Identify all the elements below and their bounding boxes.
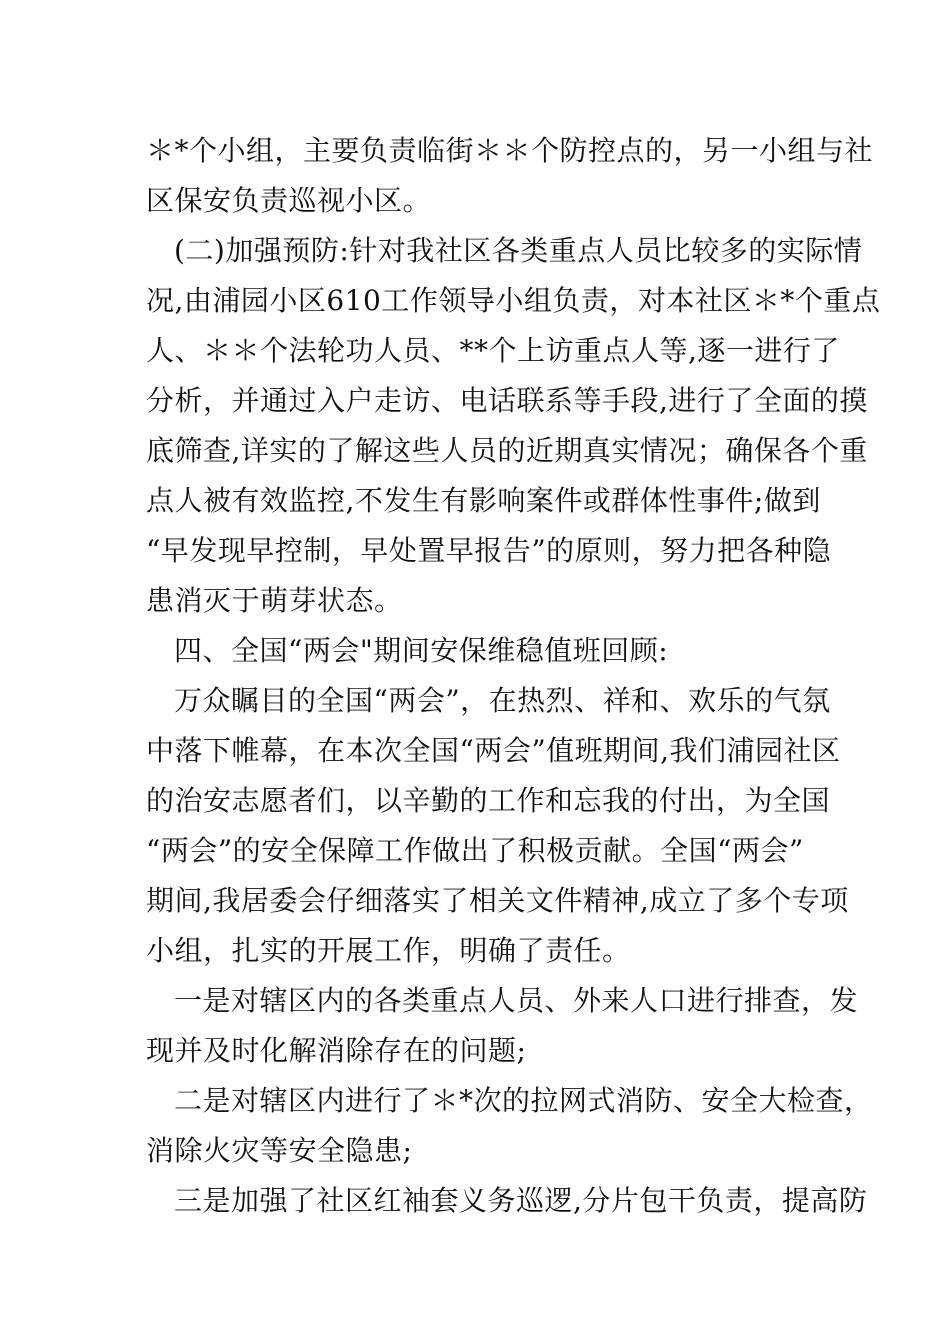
text-line: 小组，扎实的开展工作，明确了责任。	[146, 934, 631, 967]
text-line: 中落下帷幕，在本次全国“两会”值班期间,我们浦园社区	[146, 734, 841, 767]
text-line: “两会”的安全保障工作做出了积极贡献。全国“两会”	[146, 834, 804, 867]
text-line: 底筛查,详实的了解这些人员的近期真实情况；确保各个重	[146, 434, 868, 467]
text-line: 况,由浦园小区610工作领导小组负责，对本社区＊*个重点	[146, 284, 881, 317]
section-heading: 四、全国“两会"期间安保维稳值班回顾:	[174, 634, 669, 667]
text-line: 万众瞩目的全国“两会”，在热烈、祥和、欢乐的气氛	[174, 684, 831, 717]
text-line: 现并及时化解消除存在的问题;	[146, 1034, 527, 1067]
text-line: 的治安志愿者们，以辛勤的工作和忘我的付出，为全国	[146, 784, 831, 817]
text-line: 消除火灾等安全隐患;	[146, 1134, 413, 1167]
text-line: 人、＊＊个法轮功人员、**个上访重点人等,逐一进行了	[146, 334, 840, 367]
text-line: 分析，并通过入户走访、电话联系等手段,进行了全面的摸	[146, 384, 868, 417]
text-line: ＊*个小组，主要负责临街＊＊个防控点的，另一小组与社	[146, 134, 874, 167]
text-line: 一是对辖区内的各类重点人员、外来人口进行排查，发	[174, 984, 859, 1017]
text-line: 患消灭于萌芽状态。	[146, 584, 403, 617]
text-line: 二是对辖区内进行了＊*次的拉网式消防、安全大检查，	[174, 1084, 873, 1117]
text-line: 三是加强了社区红袖套义务巡逻,分片包干负责，提高防	[174, 1184, 868, 1217]
text-line: 区保安负责巡视小区。	[146, 184, 432, 217]
text-line: 期间,我居委会仔细落实了相关文件精神,成立了多个专项	[146, 884, 849, 917]
paragraph-heading: (二)加强预防:针对我社区各类重点人员比较多的实际情	[174, 234, 863, 267]
text-line: “早发现早控制，早处置早报告”的原则，努力把各种隐	[146, 534, 832, 567]
text-line: 点人被有效监控,不发生有影响案件或群体性事件;做到	[146, 484, 821, 517]
